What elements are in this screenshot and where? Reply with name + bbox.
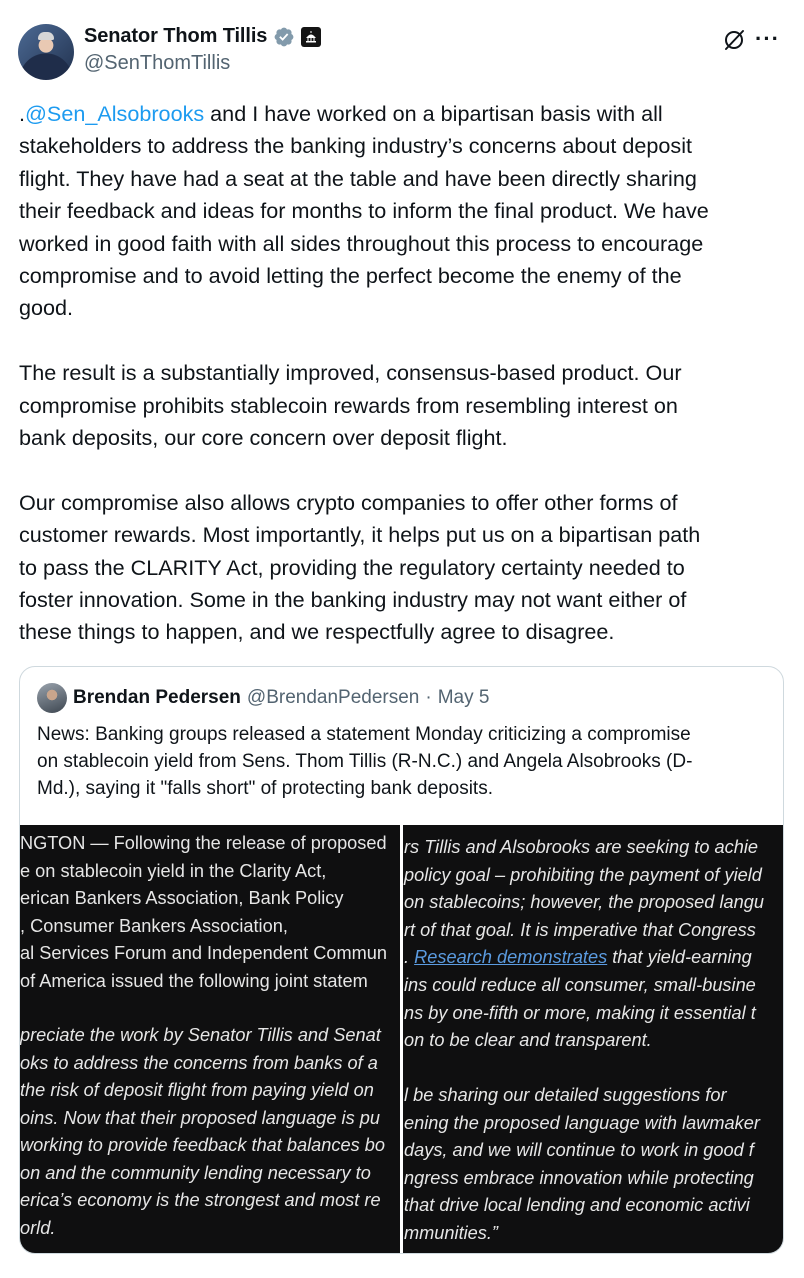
statement-text-line: ngress embrace innovation while protecting (404, 1168, 754, 1188)
statement-text-fragment: that yield-earning (607, 947, 752, 967)
quoted-tweet-header (37, 683, 489, 713)
tweet-header (18, 22, 788, 82)
paragraph-gap (19, 325, 789, 357)
statement-text-line: l be sharing our detailed suggestions for (404, 1085, 727, 1105)
author-avatar[interactable] (18, 24, 74, 80)
statement-image-left[interactable] (20, 825, 400, 1254)
quoted-line: on stablecoin yield from Sens. Thom Tillis (R-N.C.) and Angela Alsobrooks (D- (37, 751, 693, 772)
quoted-media[interactable] (20, 825, 783, 1254)
statement-text-line: , Consumer Bankers Association, (20, 916, 288, 936)
tweet-line: flight. They have had a seat at the table and have been directly sharing (19, 165, 697, 191)
statement-text-line: on and the community lending necessary to (20, 1163, 371, 1183)
statement-text-line: NGTON — Following the release of proposed (20, 833, 387, 853)
quoted-tweet[interactable] (19, 666, 784, 1254)
verified-badge-icon[interactable] (273, 26, 295, 48)
tweet-line: these things to happen, and we respectfully agree to disagree. (19, 619, 615, 645)
statement-text-line: preciate the work by Senator Tillis and Senat (20, 1025, 381, 1045)
tweet-line: The result is a substantially improved, consensus-based product. Our (19, 360, 682, 386)
statement-text-line: . Research demonstrates that yield-earning (404, 947, 752, 967)
author-display-name[interactable]: Senator Thom Tillis (84, 25, 268, 47)
statement-text-line: mmunities.” (404, 1223, 498, 1243)
statement-text-line: erican Bankers Association, Bank Policy (20, 888, 344, 908)
tweet-line (19, 98, 789, 130)
statement-text-line: al Services Forum and Independent Commun (20, 943, 387, 963)
tweet-line: good. (19, 295, 74, 321)
more-options-icon[interactable]: ··· (755, 26, 780, 51)
quoted-author-name[interactable]: Brendan Pedersen (73, 687, 241, 708)
statement-text-line: the risk of deposit flight from paying yield on (20, 1080, 374, 1100)
statement-text-line: of America issued the following joint statem (20, 971, 368, 991)
tweet-line: foster innovation. Some in the banking industry may not want either of (19, 587, 687, 613)
mention-link[interactable]: @Sen_Alsobrooks (25, 101, 205, 126)
capitol-building-icon[interactable] (301, 27, 321, 47)
tweet-line: to pass the CLARITY Act, providing the regulatory certainty needed to (19, 554, 685, 580)
statement-text-line: policy goal – prohibiting the payment of yield (404, 865, 762, 885)
quoted-line: Md.), saying it "falls short" of protecting bank deposits. (37, 778, 493, 799)
quoted-tweet-date[interactable]: May 5 (437, 687, 490, 708)
tweet-line: bank deposits, our core concern over deposit flight. (19, 425, 508, 451)
statement-text-line: ening the proposed language with lawmaker (404, 1113, 760, 1133)
tweet-line: Our compromise also allows crypto companies to offer other forms of (19, 489, 678, 515)
dot-separator: · (425, 687, 432, 708)
quoted-line: News: Banking groups released a statement Monday criticizing a compromise (37, 724, 691, 745)
paragraph-gap (19, 454, 789, 486)
statement-text-line: ns by one-fifth or more, making it essential t (404, 1003, 756, 1023)
tweet-line: stakeholders to address the banking industry’s concerns about deposit (19, 133, 693, 159)
statement-text-line: on to be clear and transparent. (404, 1030, 652, 1050)
author-handle[interactable]: @SenThomTillis (84, 52, 231, 74)
statement-text-line: orld. (20, 1218, 56, 1238)
statement-text-line: e on stablecoin yield in the Clarity Act, (20, 861, 327, 881)
tweet-line: customer rewards. Most importantly, it helps put us on a bipartisan path (19, 522, 701, 548)
statement-text-line: on stablecoins; however, the proposed langu (404, 892, 764, 912)
tweet-line: compromise and to avoid letting the perfect become the enemy of the (19, 263, 682, 289)
statement-text-line: oks to address the concerns from banks of a (20, 1053, 378, 1073)
author-name-row (84, 25, 321, 48)
grok-icon[interactable] (722, 28, 746, 52)
quoted-author-avatar[interactable] (37, 683, 67, 713)
tweet-line: their feedback and ideas for months to inform the final product. We have (19, 198, 709, 224)
statement-text-line: that drive local lending and economic activi (404, 1195, 750, 1215)
tweet-line: compromise prohibits stablecoin rewards from resembling interest on (19, 392, 678, 418)
tweet-body (19, 98, 789, 649)
mention-prefix: . (19, 101, 25, 126)
statement-text-line: rt of that goal. It is imperative that Congress (404, 920, 756, 940)
quoted-tweet-text (37, 721, 767, 802)
statement-text-line: erica’s economy is the strongest and most re (20, 1190, 381, 1210)
statement-text-line: oins. Now that their proposed language is pu (20, 1108, 380, 1128)
statement-image-right[interactable] (403, 825, 783, 1254)
research-link: Research demonstrates (414, 947, 608, 967)
statement-text-line: ins could reduce all consumer, small-busine (404, 975, 756, 995)
statement-text-line: rs Tillis and Alsobrooks are seeking to achie (404, 837, 758, 857)
statement-text-line: working to provide feedback that balances bo (20, 1135, 385, 1155)
tweet-line: worked in good faith with all sides throughout this process to encourage (19, 230, 704, 256)
tweet-line-text: and I have worked on a bipartisan basis with all (204, 101, 663, 126)
quoted-author-handle[interactable]: @BrendanPedersen (246, 687, 420, 708)
statement-text-line: days, and we will continue to work in good f (404, 1140, 754, 1160)
